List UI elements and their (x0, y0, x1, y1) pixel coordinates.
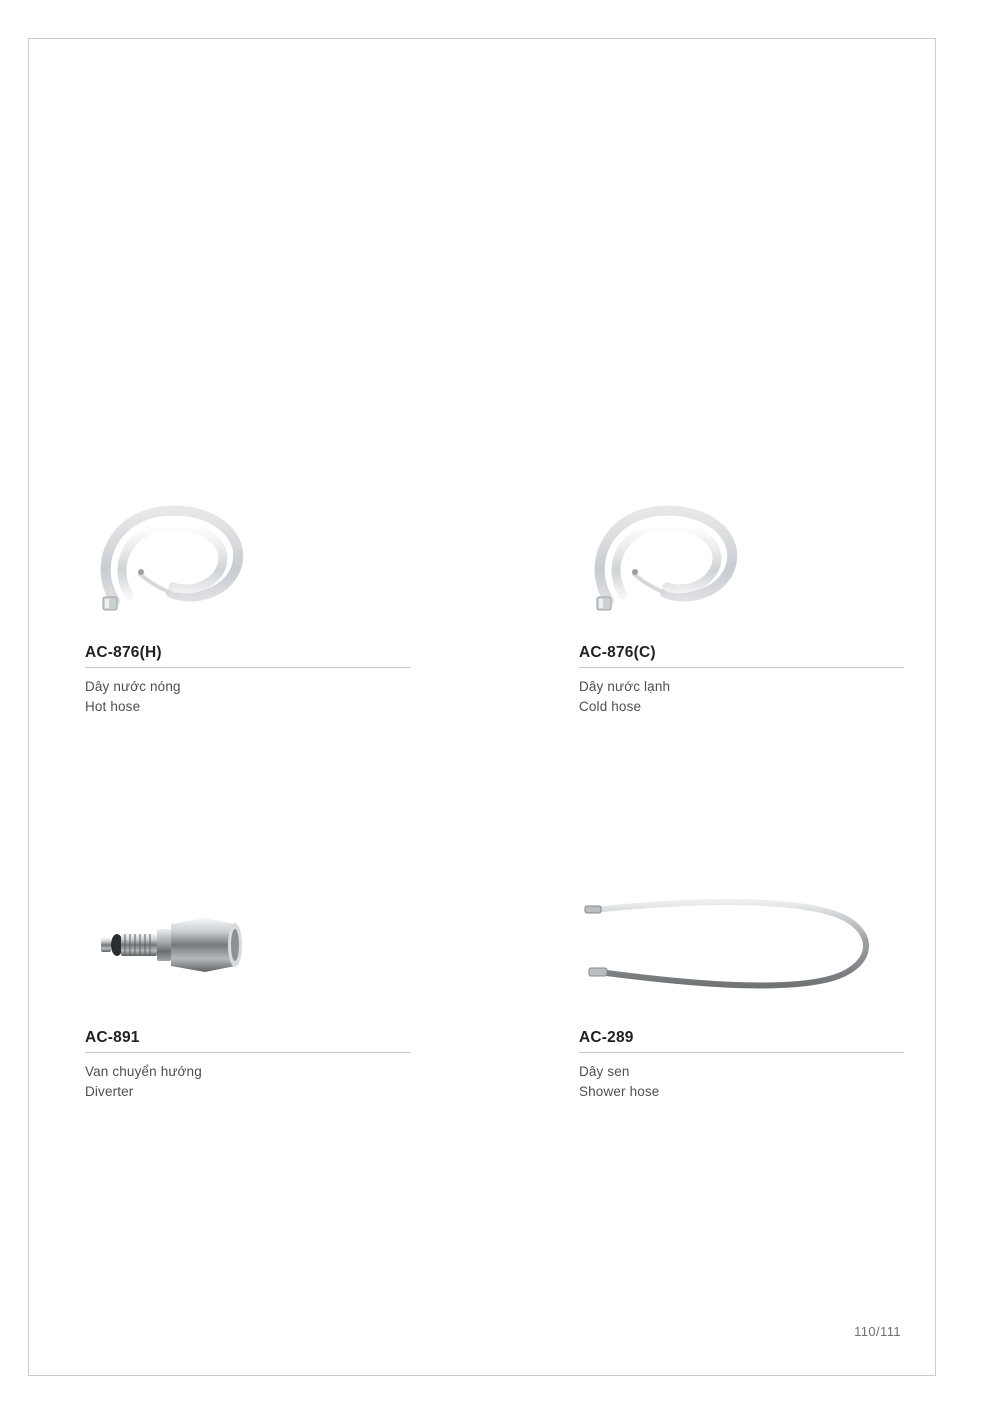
product-description (579, 1062, 904, 1101)
product-description (85, 1062, 410, 1101)
coiled-hose-image (579, 499, 904, 634)
shower-hose-image (579, 884, 904, 1019)
product-description (579, 677, 904, 716)
product-card-ac-289[interactable] (579, 884, 904, 1101)
product-card-ac-876-c[interactable] (579, 499, 904, 716)
page-number: 110/111 (854, 1324, 901, 1339)
product-description (85, 677, 410, 716)
product-name-en: Shower hose (579, 1083, 660, 1099)
product-code-line (579, 644, 904, 668)
product-name-en: Cold hose (579, 698, 642, 714)
product-code-line (85, 1029, 410, 1053)
product-code: AC-289 (579, 1029, 634, 1047)
product-row (85, 499, 915, 716)
product-grid (85, 499, 915, 1101)
product-name-en: Diverter (85, 1083, 134, 1099)
product-name-vi: Dây nước nóng (85, 679, 181, 694)
product-name-en: Hot hose (85, 698, 141, 714)
product-card-ac-891[interactable] (85, 884, 410, 1101)
product-code: AC-876(C) (579, 644, 656, 661)
product-code-line (85, 644, 410, 668)
diverter-valve-image (85, 884, 410, 1019)
catalog-page (28, 38, 936, 1376)
product-name-vi: Van chuyển hướng (85, 1064, 202, 1080)
product-name-vi: Dây nước lạnh (579, 679, 671, 694)
product-code: AC-876(H) (85, 644, 162, 661)
product-code: AC-891 (85, 1029, 140, 1047)
coiled-hose-image (85, 499, 410, 634)
product-card-ac-876-h[interactable] (85, 499, 410, 716)
product-code-line (579, 1029, 904, 1053)
product-row (85, 884, 915, 1101)
product-name-vi: Dây sen (579, 1064, 630, 1080)
